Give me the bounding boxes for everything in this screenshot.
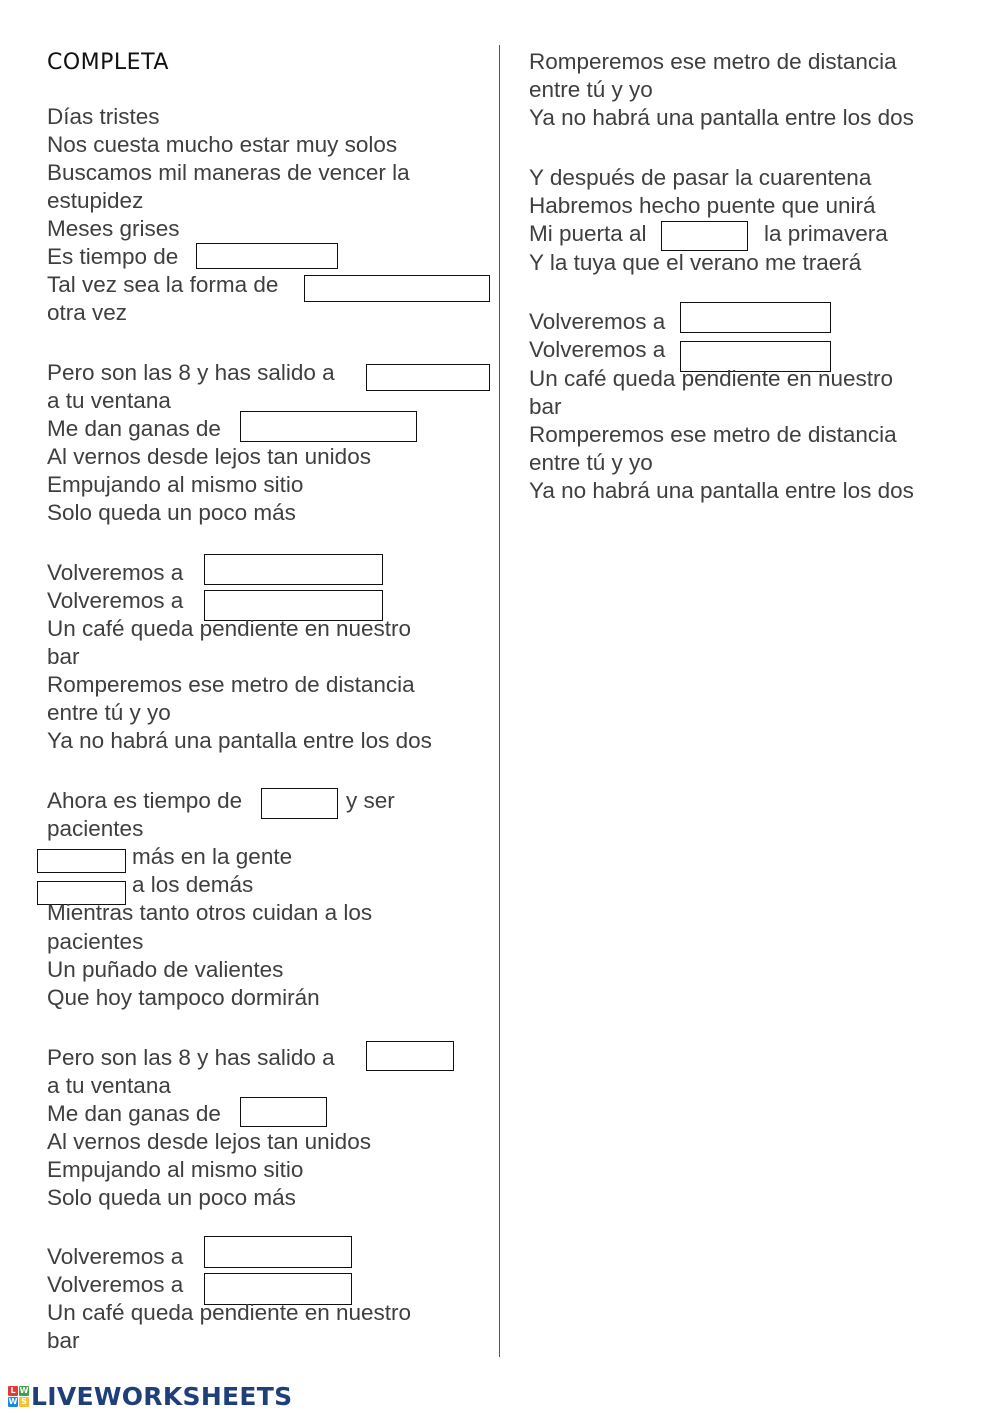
lyric-line: Romperemos ese metro de distancia [529, 422, 897, 447]
logo-letter: S [19, 1397, 29, 1407]
lyric-line: entre tú y yo [47, 700, 171, 725]
answer-box[interactable] [366, 1041, 454, 1071]
lyric-line: Meses grises [47, 216, 180, 241]
lyric-line: Mientras tanto otros cuidan a los [47, 900, 373, 925]
lyric-line: Pero son las 8 y has salido a [47, 1045, 335, 1070]
lyric-line: Volveremos a [529, 309, 666, 334]
lyric-line: a tu ventana [47, 388, 171, 413]
lyric-line: Volveremos a [529, 337, 666, 362]
lyric-line: Romperemos ese metro de distancia [47, 672, 415, 697]
liveworksheets-logo-icon [8, 1386, 29, 1407]
answer-box[interactable] [37, 849, 126, 873]
lyric-line: Volveremos a [47, 1244, 184, 1269]
lyric-line: Solo queda un poco más [47, 1185, 296, 1210]
logo-letter: L [8, 1386, 18, 1396]
worksheet-title: COMPLETA [47, 50, 169, 75]
logo-letter: W [8, 1396, 18, 1406]
lyric-line: Romperemos ese metro de distancia [529, 49, 897, 74]
lyric-line: a los demás [132, 872, 254, 897]
answer-box[interactable] [240, 411, 417, 442]
liveworksheets-footer [8, 1380, 292, 1412]
answer-box[interactable] [204, 1236, 352, 1268]
lyric-line: Me dan ganas de [47, 1101, 221, 1126]
lyric-line: Me dan ganas de [47, 416, 221, 441]
lyric-line: bar [47, 644, 80, 669]
lyric-line: Volveremos a [47, 560, 184, 585]
lyric-line: Empujando al mismo sitio [47, 1157, 304, 1182]
lyric-line: estupidez [47, 188, 144, 213]
lyric-line: pacientes [47, 816, 144, 841]
answer-box[interactable] [661, 221, 748, 251]
brand-name: LIVEWORKSHEETS [31, 1381, 293, 1411]
column-divider [499, 45, 500, 1357]
lyric-line: Ahora es tiempo de [47, 788, 243, 813]
lyric-line: Ya no habrá una pantalla entre los dos [47, 728, 432, 753]
lyric-line: Ya no habrá una pantalla entre los dos [529, 478, 914, 503]
lyric-line: otra vez [47, 300, 128, 325]
lyric-line: la primavera [764, 221, 888, 246]
lyric-line: Es tiempo de [47, 244, 179, 269]
lyric-line: más en la gente [132, 844, 293, 869]
answer-box[interactable] [680, 302, 831, 333]
lyric-line: entre tú y yo [529, 77, 653, 102]
lyric-line: Ya no habrá una pantalla entre los dos [529, 105, 914, 130]
answer-box[interactable] [261, 788, 338, 819]
answer-box[interactable] [366, 364, 490, 391]
lyric-line: Nos cuesta mucho estar muy solos [47, 132, 398, 157]
lyric-line: a tu ventana [47, 1073, 171, 1098]
lyric-line: Al vernos desde lejos tan unidos [47, 1129, 371, 1154]
lyric-line: Buscamos mil maneras de vencer la [47, 160, 410, 185]
answer-box[interactable] [240, 1097, 327, 1127]
lyric-line: Y después de pasar la cuarentena [529, 165, 872, 190]
lyric-line: Días tristes [47, 104, 160, 129]
lyric-line: Volveremos a [47, 1272, 184, 1297]
lyric-line: Mi puerta al [529, 221, 647, 246]
lyric-line: Pero son las 8 y has salido a [47, 360, 335, 385]
lyric-line: Tal vez sea la forma de [47, 272, 279, 297]
answer-box[interactable] [196, 243, 338, 269]
lyric-line: Volveremos a [47, 588, 184, 613]
answer-box[interactable] [204, 554, 383, 585]
lyric-line: Un café queda pendiente en nuestro [47, 1300, 412, 1325]
lyric-line: Al vernos desde lejos tan unidos [47, 444, 371, 469]
lyric-line: bar [47, 1328, 80, 1353]
lyric-line: entre tú y yo [529, 450, 653, 475]
lyric-line: Solo queda un poco más [47, 500, 296, 525]
logo-letter: W [19, 1385, 29, 1395]
lyric-line: y ser [346, 788, 395, 813]
lyric-line: Que hoy tampoco dormirán [47, 985, 320, 1010]
lyric-line: Un puñado de valientes [47, 957, 284, 982]
lyric-line: Y la tuya que el verano me traerá [529, 250, 862, 275]
answer-box[interactable] [304, 275, 490, 302]
lyric-line: pacientes [47, 929, 144, 954]
lyric-line: Habremos hecho puente que unirá [529, 193, 876, 218]
lyric-line: Un café queda pendiente en nuestro [529, 366, 894, 391]
lyric-line: Un café queda pendiente en nuestro [47, 616, 412, 641]
lyric-line: bar [529, 394, 562, 419]
lyric-line: Empujando al mismo sitio [47, 472, 304, 497]
